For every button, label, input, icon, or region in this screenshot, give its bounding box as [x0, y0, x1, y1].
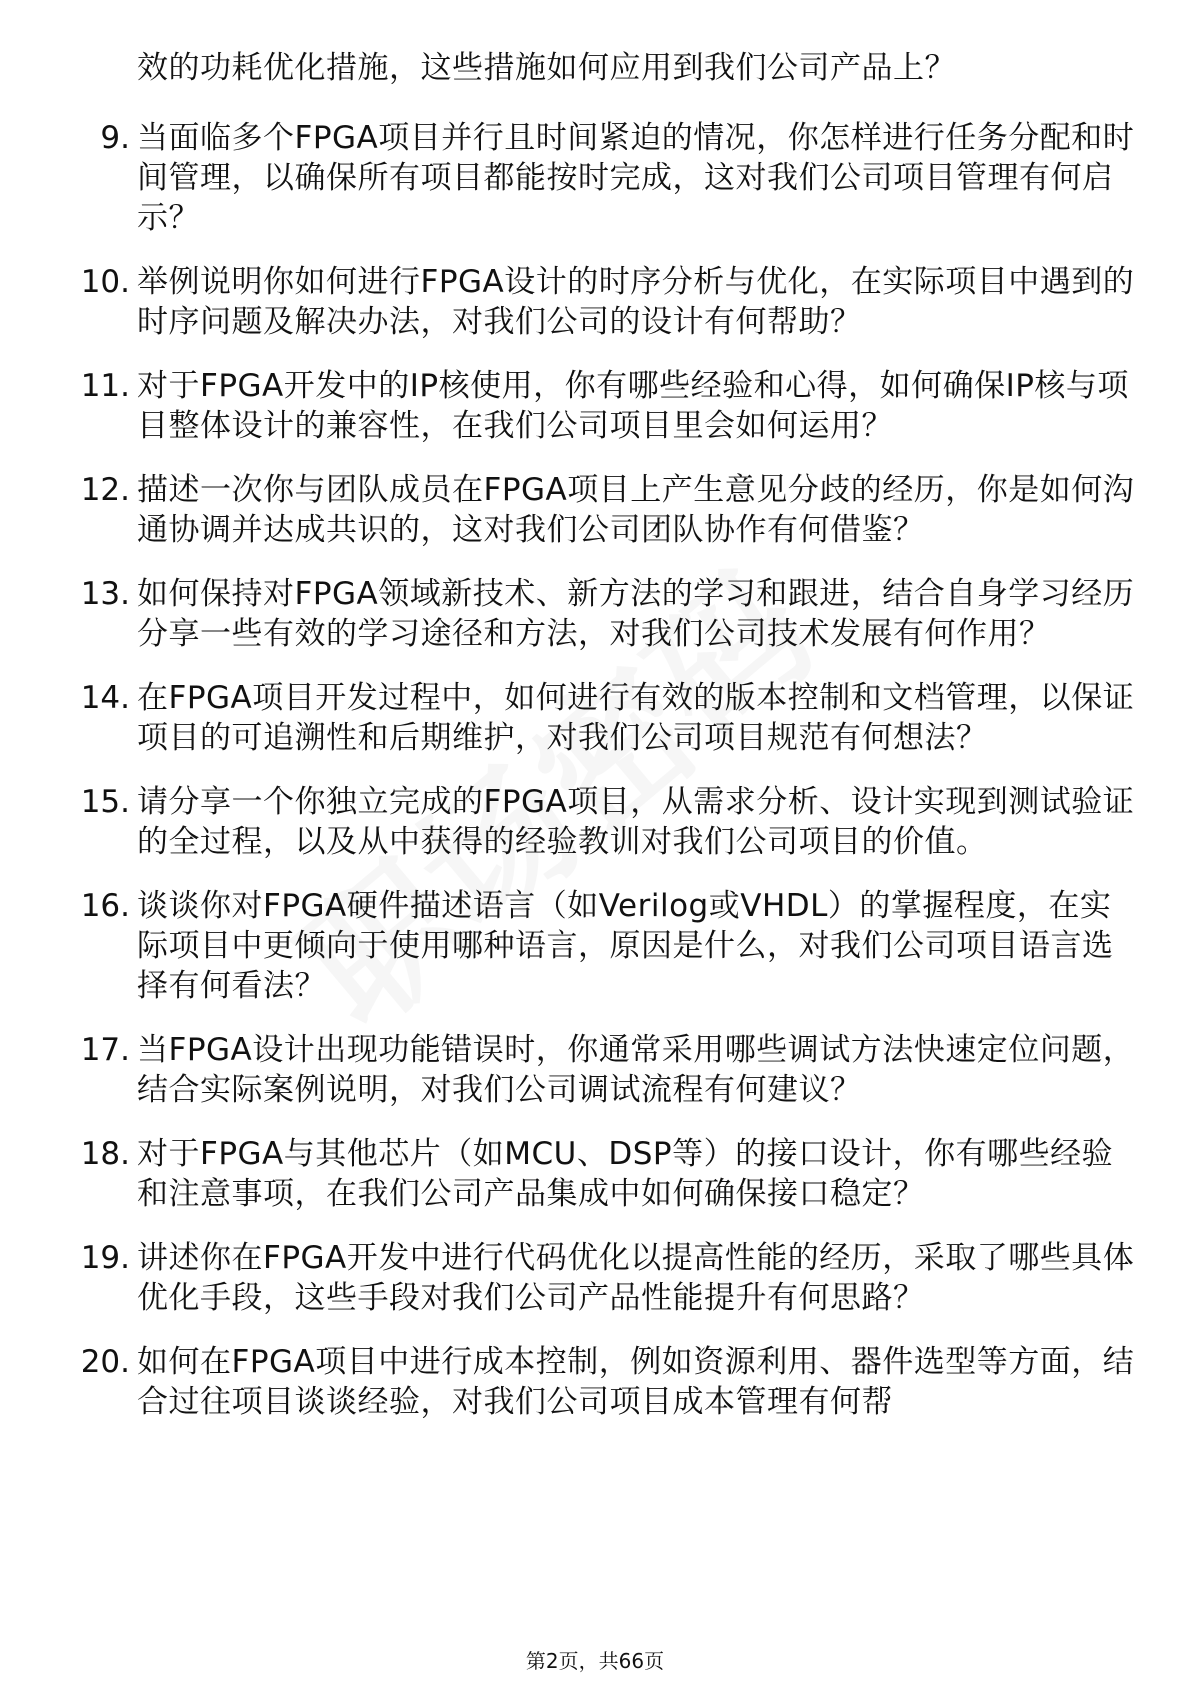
question-text: 谈谈你对FPGA硬件描述语言（如Verilog或VHDL）的掌握程度，在实际项目中更倾向于使用哪种语言，原因是什么，对我们公司项目语言选择有何看法？	[137, 888, 1114, 1004]
question-continuation	[0, 48, 1190, 88]
question-item-18	[0, 1134, 1190, 1214]
question-list	[0, 48, 1190, 1446]
question-text: 对于FPGA开发中的IP核使用，你有哪些经验和心得，如何确保IP核与项目整体设计的兼容性，在我们公司项目里会如何运用？	[137, 368, 1129, 444]
question-number: 15.	[80, 784, 130, 820]
question-text: 请分享一个你独立完成的FPGA项目，从需求分析、设计实现到测试验证的全过程，以及从中获得的经验教训对我们公司项目的价值。	[137, 784, 1135, 860]
question-item-17	[0, 1030, 1190, 1110]
question-item-12	[0, 470, 1190, 550]
question-number: 13.	[80, 576, 130, 612]
question-number: 18.	[80, 1136, 130, 1172]
question-item-9	[0, 118, 1190, 238]
question-text: 效的功耗优化措施，这些措施如何应用到我们公司产品上？	[137, 50, 956, 86]
page-footer: 第2页，共66页	[525, 1649, 665, 1673]
question-item-14	[0, 678, 1190, 758]
question-number: 19.	[80, 1240, 130, 1276]
question-item-11	[0, 366, 1190, 446]
question-text: 在FPGA项目开发过程中，如何进行有效的版本控制和文档管理，以保证项目的可追溯性和后期维护，对我们公司项目规范有何想法？	[137, 680, 1135, 756]
question-text: 对于FPGA与其他芯片（如MCU、DSP等）的接口设计，你有哪些经验和注意事项，在我们公司产品集成中如何确保接口稳定？	[137, 1136, 1114, 1212]
question-number: 12.	[80, 472, 130, 508]
question-number: 10.	[80, 264, 130, 300]
question-number: 14.	[80, 680, 130, 716]
question-number: 16.	[80, 888, 130, 924]
question-text: 描述一次你与团队成员在FPGA项目上产生意见分歧的经历，你是如何沟通协调并达成共识的，这对我们公司团队协作有何借鉴？	[137, 472, 1135, 548]
question-text: 讲述你在FPGA开发中进行代码优化以提高性能的经历，采取了哪些具体优化手段，这些手段对我们公司产品性能提升有何思路？	[137, 1240, 1135, 1316]
question-item-20	[0, 1342, 1190, 1422]
question-number: 20.	[80, 1344, 130, 1380]
question-number: 17.	[80, 1032, 130, 1068]
question-number: 9.	[100, 120, 130, 156]
question-item-16	[0, 886, 1190, 1006]
question-number: 11.	[80, 368, 130, 404]
question-text: 如何在FPGA项目中进行成本控制，例如资源利用、器件选型等方面，结合过往项目谈谈经验，对我们公司项目成本管理有何帮	[137, 1344, 1135, 1420]
question-text: 当FPGA设计出现功能错误时，你通常采用哪些调试方法快速定位问题，结合实际案例说明，对我们公司调试流程有何建议？	[137, 1032, 1135, 1108]
question-text: 举例说明你如何进行FPGA设计的时序分析与优化，在实际项目中遇到的时序问题及解决办法，对我们公司的设计有何帮助？	[137, 264, 1135, 340]
question-item-10	[0, 262, 1190, 342]
question-item-15	[0, 782, 1190, 862]
question-item-19	[0, 1238, 1190, 1318]
question-text: 如何保持对FPGA领域新技术、新方法的学习和跟进，结合自身学习经历分享一些有效的学习途径和方法，对我们公司技术发展有何作用？	[137, 576, 1135, 652]
question-item-13	[0, 574, 1190, 654]
question-text: 当面临多个FPGA项目并行且时间紧迫的情况，你怎样进行任务分配和时间管理，以确保所有项目都能按时完成，这对我们公司项目管理有何启示？	[137, 120, 1135, 236]
